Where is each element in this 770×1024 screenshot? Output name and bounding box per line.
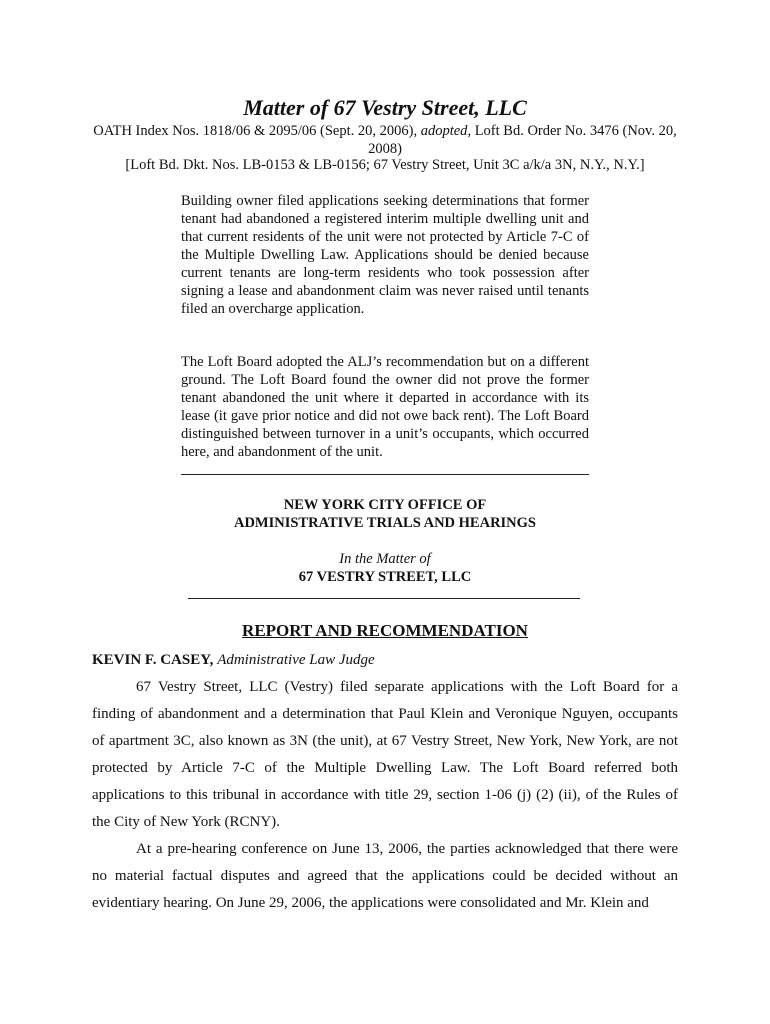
- report-heading: REPORT AND RECOMMENDATION: [242, 621, 528, 640]
- citation-adopted: adopted: [420, 123, 468, 139]
- headnote-divider: [181, 474, 589, 475]
- office-name-line-2: ADMINISTRATIVE TRIALS AND HEARINGS: [233, 515, 536, 531]
- case-citation: [85, 122, 685, 158]
- docket-line: [Loft Bd. Dkt. Nos. LB-0153 & LB-0156; 67 Vestry Street, Unit 3C a/k/a 3N, N.Y., N.Y.]: [125, 157, 645, 173]
- body-paragraph-1: 67 Vestry Street, LLC (Vestry) filed separate applications with the Loft Board for a finding of abandonment and a determination that Paul Klein and Veronique Nguyen, occupants of apartment 3C, also known as 3N (the unit), at 67 Vestry Street, New York, New York, are not protected by Article 7-C of the Multiple Dwelling Law. The Loft Board referred both applications to this tribunal in accordance with title 29, section 1-06 (j) (2) (ii), of the Rules of the City of New York (RCNY).: [92, 679, 678, 830]
- headnote-summary: [181, 192, 589, 318]
- case-title: Matter of 67 Vestry Street, LLC: [243, 95, 527, 120]
- party-name: 67 VESTRY STREET, LLC: [298, 569, 472, 585]
- caption-divider: [188, 598, 580, 599]
- summary-paragraph-2: The Loft Board adopted the ALJ’s recommendation but on a different ground. The Loft Board found the owner did not prove the former tenant abandoned the unit where it departed in accordance with its lease (it gave prior notice and did not owe back rent). The Loft Board distinguished between turnover in a unit’s occupants, which occurred here, and abandonment of the unit.: [181, 354, 589, 460]
- judge-name: KEVIN F. CASEY,: [92, 652, 214, 668]
- judge-title: Administrative Law Judge: [217, 652, 375, 668]
- judge-line: [92, 650, 375, 670]
- body-text: [92, 674, 678, 917]
- office-name-line-1: NEW YORK CITY OFFICE OF: [283, 497, 487, 513]
- citation-order: , Loft Bd. Order No. 3476 (Nov. 20, 2008): [368, 123, 677, 157]
- in-the-matter: In the Matter of: [339, 551, 431, 567]
- body-paragraph-2: At a pre-hearing conference on June 13, 2006, the parties acknowledged that there were no material factual disputes and agreed that the applications could be decided without an evidentiary hearing. On June 29, 2006, the applications were consolidated and Mr. Klein and: [92, 841, 678, 911]
- citation-text: OATH Index Nos. 1818/06 & 2095/06 (Sept. 20, 2006),: [93, 123, 421, 139]
- headnote-adoption: [181, 353, 589, 461]
- summary-paragraph-1: Building owner filed applications seeking determinations that former tenant had abandoned a registered interim multiple dwelling unit and that current residents of the unit were not protected by Article 7-C of the Multiple Dwelling Law. Applications should be denied because current tenants are long-term residents who took possession after signing a lease and abandonment claim was never raised until tenants filed an overcharge application.: [181, 193, 589, 317]
